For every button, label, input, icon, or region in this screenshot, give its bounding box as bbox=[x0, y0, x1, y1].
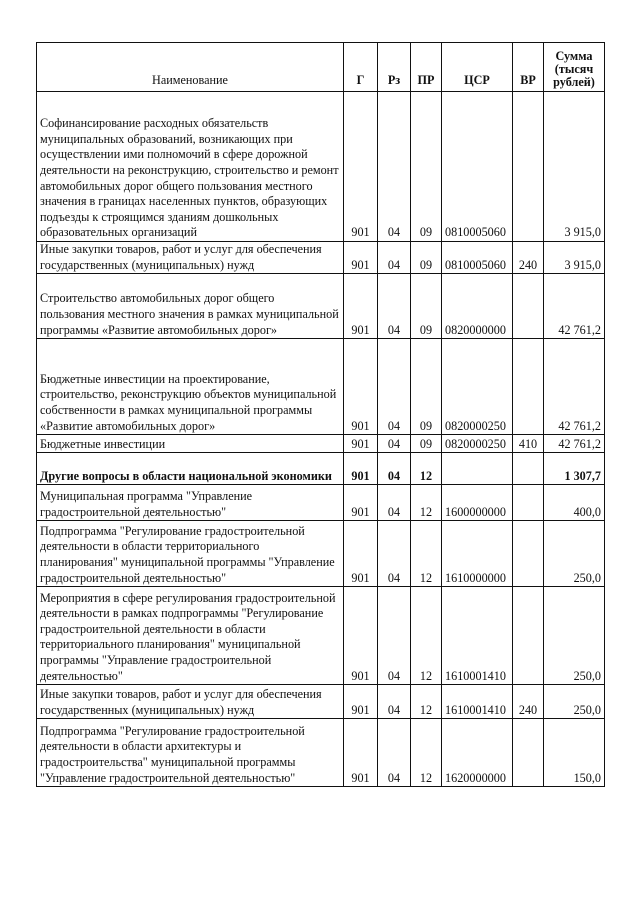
row-name: Иные закупки товаров, работ и услуг для обеспечения государственных (муниципальных) нужд bbox=[37, 242, 344, 274]
row-csr: 0810005060 bbox=[442, 92, 513, 242]
row-g: 901 bbox=[344, 92, 378, 242]
row-name: Муниципальная программа "Управление градостроительной деятельностью" bbox=[37, 485, 344, 521]
row-csr: 0820000250 bbox=[442, 339, 513, 435]
row-sum: 3 915,0 bbox=[544, 242, 605, 274]
header-sum-line1: Сумма bbox=[555, 49, 593, 63]
row-g: 901 bbox=[344, 685, 378, 719]
row-pr: 12 bbox=[411, 521, 442, 587]
row-g: 901 bbox=[344, 719, 378, 787]
row-rz: 04 bbox=[378, 339, 411, 435]
row-vr bbox=[513, 274, 544, 339]
row-csr: 1600000000 bbox=[442, 485, 513, 521]
row-g: 901 bbox=[344, 521, 378, 587]
table-row bbox=[37, 587, 605, 685]
header-name: Наименование bbox=[37, 43, 344, 92]
header-pr: ПР bbox=[411, 43, 442, 92]
budget-table bbox=[36, 42, 605, 787]
table-row bbox=[37, 435, 605, 453]
row-name: Подпрограмма "Регулирование градостроительной деятельности в области территориального планирования" муниципальной программы "Управление градостроительной деятельностью" bbox=[37, 521, 344, 587]
row-rz: 04 bbox=[378, 485, 411, 521]
row-csr: 1610001410 bbox=[442, 685, 513, 719]
table-header-row bbox=[37, 43, 605, 92]
row-sum: 400,0 bbox=[544, 485, 605, 521]
row-vr bbox=[513, 92, 544, 242]
row-pr: 09 bbox=[411, 435, 442, 453]
row-pr: 09 bbox=[411, 274, 442, 339]
row-sum: 42 761,2 bbox=[544, 435, 605, 453]
row-rz: 04 bbox=[378, 435, 411, 453]
row-name: Бюджетные инвестиции на проектирование, строительство, реконструкцию объектов муниципальной собственности в рамках муниципальной программы «Развитие автомобильных дорог» bbox=[37, 339, 344, 435]
row-rz: 04 bbox=[378, 521, 411, 587]
header-vr: ВР bbox=[513, 43, 544, 92]
table-row bbox=[37, 242, 605, 274]
row-vr bbox=[513, 719, 544, 787]
table-row bbox=[37, 339, 605, 435]
row-vr bbox=[513, 587, 544, 685]
row-vr bbox=[513, 339, 544, 435]
header-csr: ЦСР bbox=[442, 43, 513, 92]
row-name: Подпрограмма "Регулирование градостроительной деятельности в области архитектуры и градостроительства" муниципальной программы "Управление градостроительной деятельностью" bbox=[37, 719, 344, 787]
row-pr: 09 bbox=[411, 339, 442, 435]
row-name: Строительство автомобильных дорог общего пользования местного значения в рамках муниципальной программы «Развитие автомобильных дорог» bbox=[37, 274, 344, 339]
row-vr bbox=[513, 521, 544, 587]
row-g: 901 bbox=[344, 453, 378, 485]
row-rz: 04 bbox=[378, 453, 411, 485]
header-g: Г bbox=[344, 43, 378, 92]
row-rz: 04 bbox=[378, 92, 411, 242]
row-g: 901 bbox=[344, 339, 378, 435]
row-csr: 1620000000 bbox=[442, 719, 513, 787]
row-rz: 04 bbox=[378, 719, 411, 787]
row-name: Иные закупки товаров, работ и услуг для обеспечения государственных (муниципальных) нужд bbox=[37, 685, 344, 719]
row-name: Другие вопросы в области национальной экономики bbox=[37, 453, 344, 485]
row-pr: 09 bbox=[411, 92, 442, 242]
row-csr: 0820000000 bbox=[442, 274, 513, 339]
row-g: 901 bbox=[344, 485, 378, 521]
row-pr: 09 bbox=[411, 242, 442, 274]
row-csr: 1610000000 bbox=[442, 521, 513, 587]
row-vr bbox=[513, 453, 544, 485]
row-vr: 240 bbox=[513, 242, 544, 274]
row-sum: 3 915,0 bbox=[544, 92, 605, 242]
row-csr: 1610001410 bbox=[442, 587, 513, 685]
row-vr: 410 bbox=[513, 435, 544, 453]
row-pr: 12 bbox=[411, 719, 442, 787]
row-pr: 12 bbox=[411, 485, 442, 521]
row-name: Мероприятия в сфере регулирования градостроительной деятельности в рамках подпрограммы "Регулирование градостроительной деятельности в области территориального планирования" муниципальной программы "Управление градостроительной деятельностью" bbox=[37, 587, 344, 685]
table-row bbox=[37, 92, 605, 242]
row-sum: 250,0 bbox=[544, 685, 605, 719]
row-rz: 04 bbox=[378, 587, 411, 685]
table-row bbox=[37, 274, 605, 339]
row-sum: 42 761,2 bbox=[544, 274, 605, 339]
table-row bbox=[37, 453, 605, 485]
row-csr: 0820000250 bbox=[442, 435, 513, 453]
table-row bbox=[37, 685, 605, 719]
row-g: 901 bbox=[344, 242, 378, 274]
header-sum-line3: рублей) bbox=[553, 75, 595, 89]
row-pr: 12 bbox=[411, 685, 442, 719]
row-sum: 150,0 bbox=[544, 719, 605, 787]
header-sum bbox=[544, 43, 605, 92]
row-sum: 250,0 bbox=[544, 587, 605, 685]
row-g: 901 bbox=[344, 435, 378, 453]
row-name: Бюджетные инвестиции bbox=[37, 435, 344, 453]
row-pr: 12 bbox=[411, 453, 442, 485]
row-rz: 04 bbox=[378, 685, 411, 719]
row-vr: 240 bbox=[513, 685, 544, 719]
table-row bbox=[37, 719, 605, 787]
row-g: 901 bbox=[344, 274, 378, 339]
row-sum: 1 307,7 bbox=[544, 453, 605, 485]
row-csr bbox=[442, 453, 513, 485]
row-rz: 04 bbox=[378, 274, 411, 339]
row-pr: 12 bbox=[411, 587, 442, 685]
table-body bbox=[37, 92, 605, 787]
row-vr bbox=[513, 485, 544, 521]
table-row bbox=[37, 521, 605, 587]
row-name: Софинансирование расходных обязательств муниципальных образований, возникающих при осуществлении ими полномочий в сфере дорожной деятельности на реконструкцию, строительство и ремонт автомобильных дорог общего пользования местного значения в границах населенных пунктов, образующих подъезды к строящимся зданиям дошкольных образовательных организаций bbox=[37, 92, 344, 242]
row-g: 901 bbox=[344, 587, 378, 685]
row-rz: 04 bbox=[378, 242, 411, 274]
row-sum: 250,0 bbox=[544, 521, 605, 587]
header-rz: Рз bbox=[378, 43, 411, 92]
row-csr: 0810005060 bbox=[442, 242, 513, 274]
row-sum: 42 761,2 bbox=[544, 339, 605, 435]
table-row bbox=[37, 485, 605, 521]
header-sum-line2: (тысяч bbox=[554, 62, 594, 76]
